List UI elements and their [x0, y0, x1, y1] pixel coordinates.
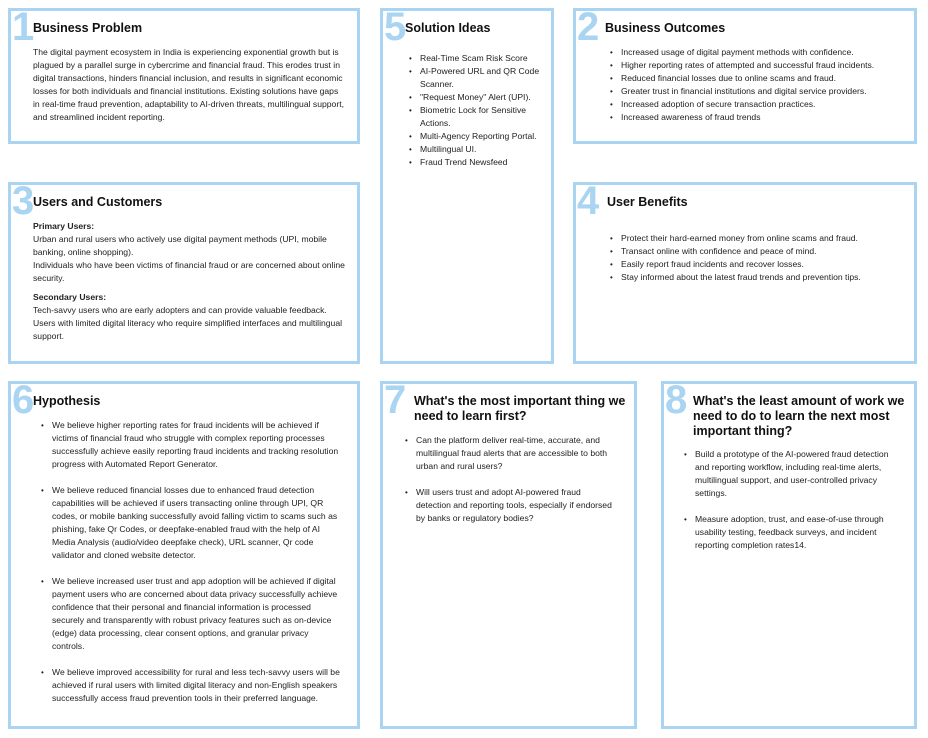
card-body	[608, 46, 902, 124]
list-item: • We believe reduced financial losses due to enhanced fraud detection capabilities will be achieved if users transacting online through UPI, QR codes, or mobile banking successfully avoid falling victim to scams such as phishing, fake Qr Codes, or deepfake-enabled fraud with the help of AI Media Analysis (audio/video deepfake check), URL scanner, Qr code validator and cloned website detector.	[39, 484, 343, 562]
card-title: Business Problem	[33, 21, 143, 35]
card-number: 1	[12, 8, 35, 49]
user-benefits-card	[573, 182, 917, 364]
benefit-list	[608, 232, 902, 284]
list-item: • We believe increased user trust and app adoption will be achieved if digital payment users who are concerned about data privacy successfully achieve confidence that their personal and financial information is processed securely and transparently with robust privacy features such as on-device (edge) data processing, clear consent options, and granular privacy controls.	[39, 575, 343, 653]
list-item: • Measure adoption, trust, and ease-of-use through usability testing, feedback surveys, and incident reporting completion rates14.	[682, 513, 900, 552]
business-problem-card	[8, 8, 360, 144]
card-body	[33, 46, 345, 124]
list-item: • We believe higher reporting rates for fraud incidents will be achieved if victims of financial fraud who struggle with complex reporting processes successfully achieve easily reporting fraud incidents and tracking resolution progress with Automated Report Generator.	[39, 419, 343, 471]
list-item: • Multi-Agency Reporting Portal.	[407, 130, 543, 143]
outcome-list	[608, 46, 902, 124]
list-item: • Increased adoption of secure transaction practices.	[608, 98, 902, 111]
card-body	[407, 52, 543, 169]
list-item: • Reduced financial losses due to online scams and fraud.	[608, 72, 902, 85]
card-body	[39, 419, 343, 718]
list-item: • We believe improved accessibility for rural and less tech-savvy users will be achieved if rural users with limited digital literacy and non-English speakers successfully access fraud prevention tools in their preferred language.	[39, 666, 343, 705]
list-item: • "Request Money" Alert (UPI).	[407, 91, 543, 104]
hypothesis-list	[39, 419, 343, 705]
list-item: • Increased awareness of fraud trends	[608, 111, 902, 124]
primary-users-heading: Primary Users:	[33, 221, 95, 231]
card-body	[33, 220, 345, 343]
learn-first-list	[403, 434, 618, 525]
card-number: 3	[12, 182, 35, 223]
list-item: • Multilingual UI.	[407, 143, 543, 156]
list-item: • Greater trust in financial institutions and digital service providers.	[608, 85, 902, 98]
primary-user-line: Individuals who have been victims of financial fraud or are concerned about online security.	[33, 260, 345, 283]
list-item: • Easily report fraud incidents and recover losses.	[608, 258, 902, 271]
card-number: 5	[384, 8, 407, 49]
solution-list	[407, 52, 543, 169]
business-problem-text: The digital payment ecosystem in India is experiencing exponential growth but is plagued by a parallel surge in cybercrime and financial fraud. This erodes trust in digital transactions, hinders financial inclusion, and results in significant economic losses for both individuals and financial institutions. Existing solutions have gaps in real-time fraud prevention, adaptability to AI-driven threats, multilingual support, and streamlined incident reporting.	[33, 47, 344, 122]
business-outcomes-card	[573, 8, 917, 144]
list-item: • Fraud Trend Newsfeed	[407, 156, 543, 169]
card-title: Business Outcomes	[605, 21, 726, 35]
card-title: What's the least amount of work we need to do to learn the next most important thing?	[693, 394, 905, 438]
secondary-user-line: Tech-savvy users who are early adopters and can provide valuable feedback.	[33, 305, 327, 315]
card-number: 7	[384, 381, 407, 422]
card-title: What's the most important thing we need to learn first?	[414, 394, 626, 423]
secondary-user-line: Users with limited digital literacy who require simplified interfaces and multilingual support.	[33, 318, 343, 341]
hypothesis-card	[8, 381, 360, 729]
list-item: • Protect their hard-earned money from online scams and fraud.	[608, 232, 902, 245]
list-item: • Build a prototype of the AI-powered fraud detection and reporting workflow, including real-time alerts, multilingual support, and user-controlled privacy settings.	[682, 448, 900, 500]
card-number: 4	[577, 182, 600, 223]
list-item: • Biometric Lock for Sensitive Actions.	[407, 104, 543, 130]
card-title: Hypothesis	[33, 394, 101, 408]
card-number: 6	[12, 381, 35, 422]
card-title: Users and Customers	[33, 195, 163, 209]
primary-user-line: Urban and rural users who actively use digital payment methods (UPI, mobile banking, online shopping).	[33, 234, 327, 257]
list-item: • Stay informed about the latest fraud trends and prevention tips.	[608, 271, 902, 284]
card-body	[682, 448, 900, 565]
list-item: • Higher reporting rates of attempted and successful fraud incidents.	[608, 59, 902, 72]
secondary-users-heading: Secondary Users:	[33, 292, 107, 302]
card-body	[608, 232, 902, 284]
solution-ideas-card	[380, 8, 554, 364]
card-number: 2	[577, 8, 600, 49]
list-item: • Increased usage of digital payment methods with confidence.	[608, 46, 902, 59]
least-work-list	[682, 448, 900, 552]
list-item: • Real-Time Scam Risk Score	[407, 52, 543, 65]
card-number: 8	[665, 381, 688, 422]
list-item: • Will users trust and adopt AI-powered fraud detection and reporting tools, especially if endorsed by banks or regulatory bodies?	[403, 486, 618, 525]
list-item: • Transact online with confidence and peace of mind.	[608, 245, 902, 258]
card-title: User Benefits	[607, 195, 688, 209]
learn-first-card	[380, 381, 637, 729]
list-item: • Can the platform deliver real-time, accurate, and multilingual fraud alerts that are accessible to both urban and rural users?	[403, 434, 618, 473]
card-title: Solution Ideas	[405, 21, 491, 35]
least-work-card	[661, 381, 917, 729]
list-item: • AI-Powered URL and QR Code Scanner.	[407, 65, 543, 91]
users-customers-card	[8, 182, 360, 364]
card-body	[403, 434, 618, 538]
